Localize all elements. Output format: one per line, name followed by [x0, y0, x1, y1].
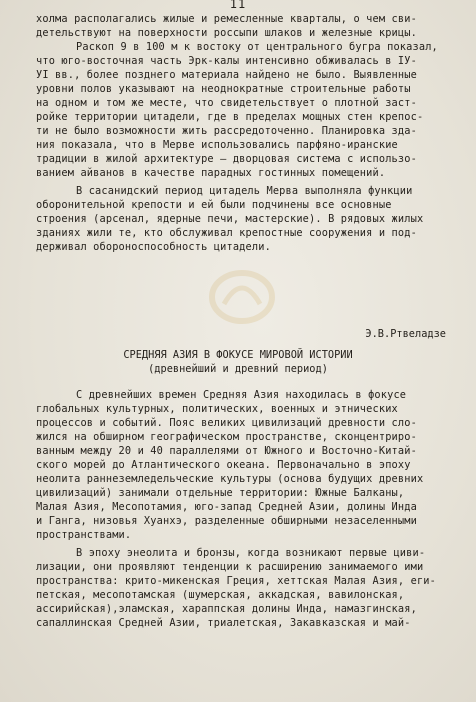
- text-line: ти не было возможности жить рассредоточенно. Планировка зда-: [36, 125, 417, 137]
- text-line: на одном и том же месте, что свидетельствует о плотной заст-: [36, 97, 417, 109]
- text-line: ского морей до Атлантического океана. Первоначально в эпоху: [36, 459, 411, 471]
- text-line: что юго-восточная часть Эрк-калы интенсивно обживалась в IУ-: [36, 55, 417, 67]
- author-signature: Э.В.Ртвеладзе: [365, 328, 446, 340]
- text-line: лизации, они проявляют тенденции к расширению занимаемого ими: [36, 561, 424, 573]
- text-line: ванием айванов в качестве парадных гостинных помещений.: [36, 167, 386, 179]
- text-line: петская, месопотамская (шумерская, аккадская, вавилонская,: [36, 589, 405, 601]
- article-subtitle: (древнейший и древний период): [148, 363, 328, 375]
- page-number: 11: [229, 0, 247, 11]
- text-line: ассирийская),эламская, хараппская долины Инда, намазгинская,: [36, 603, 417, 615]
- text-line: сапаллинская Средней Азии, триалетская, Закавказская и май-: [36, 617, 411, 629]
- text-line: В сасанидский период цитадель Мерва выполняла функции: [76, 185, 413, 197]
- text-line: зданиях жили те, кто обслуживал крепостные сооружения и под-: [36, 227, 417, 239]
- article-title: СРЕДНЯЯ АЗИЯ В ФОКУСЕ МИРОВОЙ ИСТОРИИ: [123, 349, 353, 361]
- text-line: пространства: крито-микенская Греция, хеттская Малая Азия, еги-: [36, 575, 437, 587]
- text-line: ванным между 20 и 40 параллелями от Южного и Восточно-Китай-: [36, 445, 417, 457]
- text-line: Малая Азия, Месопотамия, юго-запад Средней Азии, долины Инда: [36, 501, 417, 513]
- text-line: ния показала, что в Мерве использовались парфяно-иранские: [36, 139, 398, 151]
- text-line: Раскоп 9 в 100 м к востоку от центрального бугра показал,: [76, 41, 438, 53]
- text-line: холма располагались жилые и ремесленные кварталы, о чем сви-: [36, 13, 417, 25]
- text-line: и Ганга, низовья Хуанхэ, разделенные обширными незаселенными: [36, 515, 417, 527]
- text-line: уровни полов указывают на неоднократные строительные работы: [36, 83, 411, 95]
- text-line: ройке территории цитадели, где в пределах мощных стен крепос-: [36, 111, 424, 123]
- text-line: неолита раннеземледельческие культуры (основа будущих древних: [36, 473, 424, 485]
- text-line: пространствами.: [36, 529, 132, 541]
- text-line: детельствуют на поверхности россыпи шлаков и железные крицы.: [36, 27, 417, 39]
- text-line: жился на обширном географическом пространстве, сконцентриро-: [36, 431, 417, 443]
- text-line: глобальных культурных, политических, военных и этнических: [36, 403, 398, 415]
- text-line: УI вв., более позднего материала найдено не было. Выявленные: [36, 69, 417, 81]
- text-line: С древнейших времен Средняя Азия находилась в фокусе: [76, 389, 407, 401]
- text-line: оборонительной крепости и ей были подчинены все основные: [36, 199, 392, 211]
- text-line: цивилизаций) занимали отдельные территории: Южные Балканы,: [36, 487, 405, 499]
- text-line: строения (арсенал, ядерные печи, мастерские). В рядовых жилых: [36, 213, 424, 225]
- text-line: традиции в жилой архитектуре – дворцовая система с использо-: [36, 153, 417, 165]
- text-line: В эпоху энеолита и бронзы, когда возникают первые циви-: [76, 547, 426, 559]
- text-line: процессов и событий. Пояс великих цивилизаций древности сло-: [36, 417, 417, 429]
- watermark-emblem: [192, 262, 292, 332]
- text-line: держивал обороноспособность цитадели.: [36, 241, 271, 253]
